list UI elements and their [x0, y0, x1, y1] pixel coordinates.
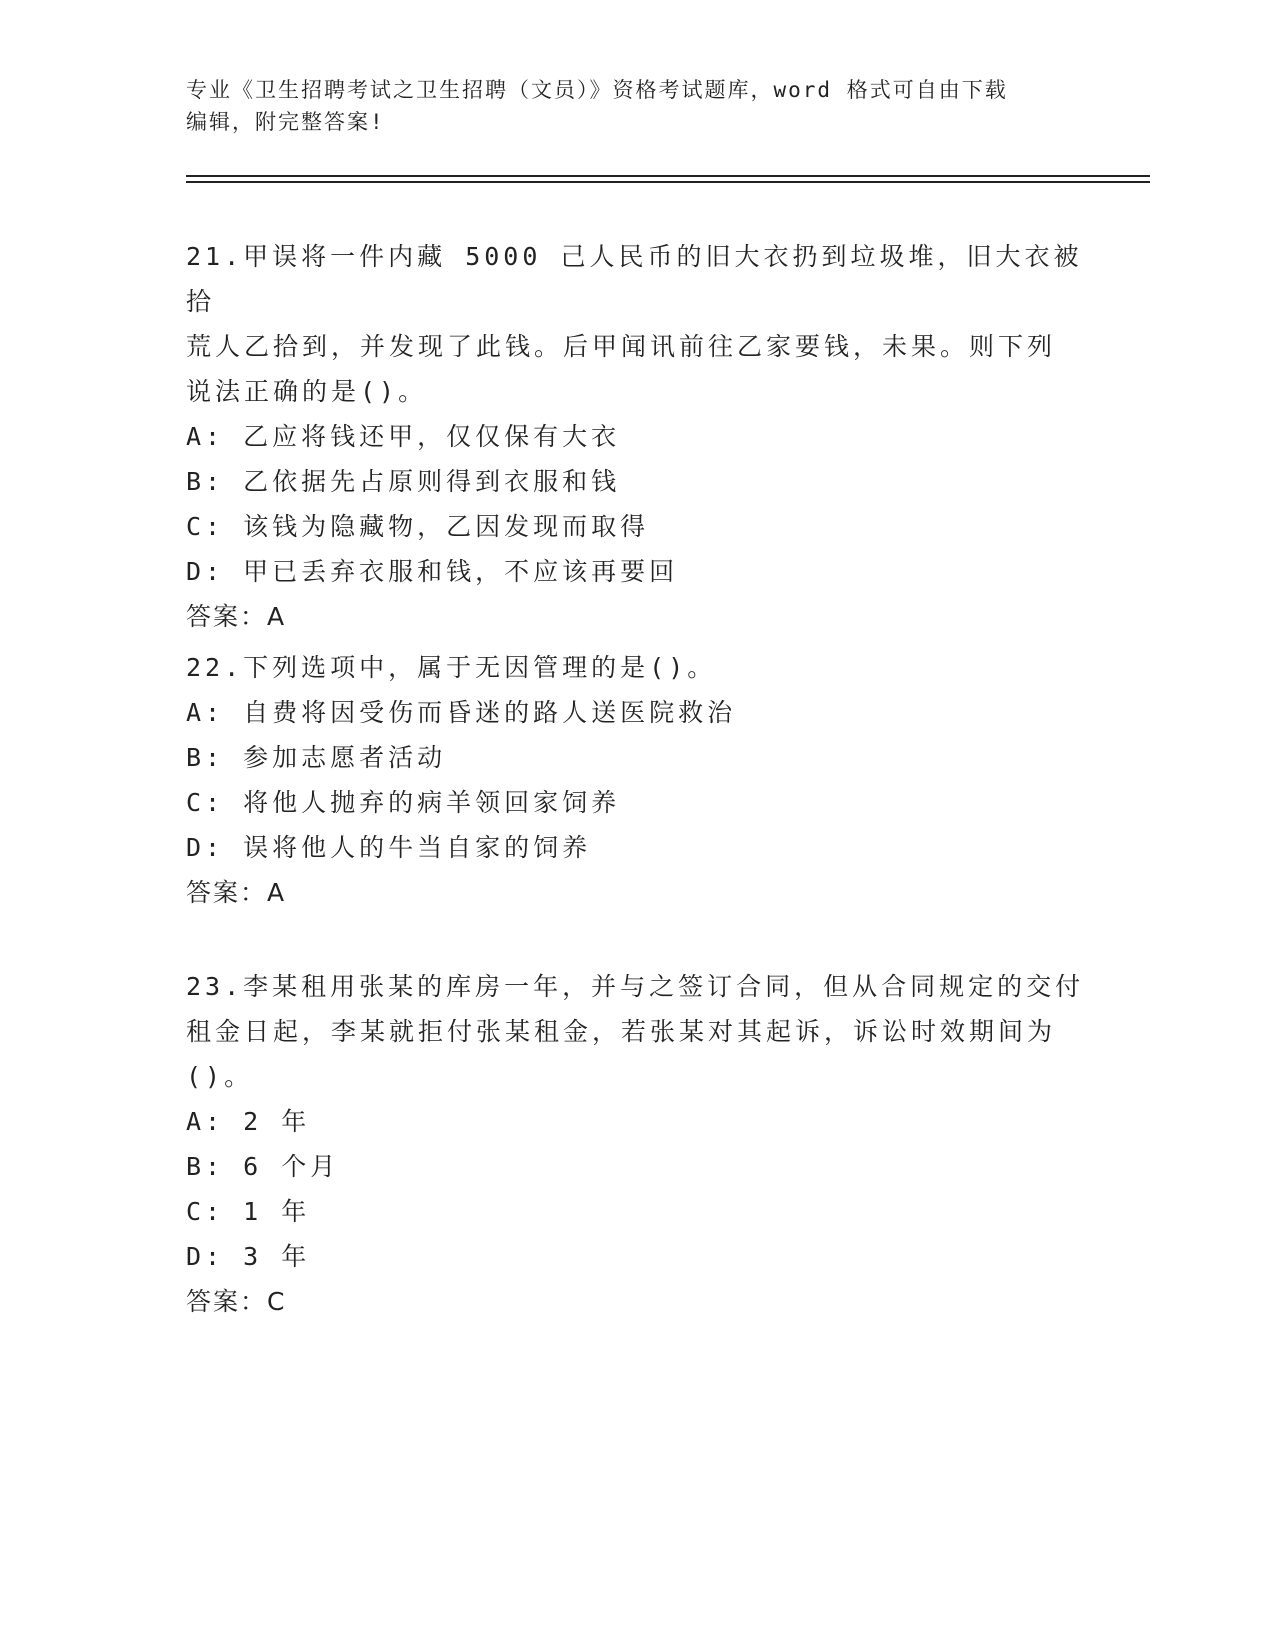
answer-line: 答案：A — [186, 878, 287, 907]
question-stem-line: 租金日起，李某就拒付张某租金，若张某对其起诉，诉讼时效期间为 — [186, 1017, 1057, 1046]
option-d: D: 3 年 — [186, 1242, 311, 1271]
header-divider-bottom — [186, 181, 1150, 183]
header-line-1: 专业《卫生招聘考试之卫生招聘（文员）》资格考试题库，word 格式可自由下载 — [186, 78, 1008, 102]
option-a: A: 2 年 — [186, 1107, 311, 1136]
option-b: B: 参加志愿者活动 — [186, 743, 447, 772]
question-stem-line: 说法正确的是()。 — [186, 377, 428, 406]
question-23 — [186, 964, 1086, 1324]
option-d: D: 误将他人的牛当自家的饲养 — [186, 833, 592, 862]
answer-line: 答案：A — [186, 602, 287, 631]
question-stem-line: 22.下列选项中，属于无因管理的是()。 — [186, 653, 717, 682]
question-stem-line: 23.李某租用张某的库房一年，并与之签订合同，但从合同规定的交付 — [186, 972, 1085, 1001]
option-c: C: 该钱为隐藏物，乙因发现而取得 — [186, 512, 650, 541]
question-stem-line: 21.甲误将一件内藏 5000 己人民币的旧大衣扔到垃圾堆，旧大衣被拾 — [186, 242, 1083, 316]
option-c: C: 将他人抛弃的病羊领回家饲养 — [186, 788, 621, 817]
option-c: C: 1 年 — [186, 1197, 311, 1226]
option-a: A: 乙应将钱还甲，仅仅保有大衣 — [186, 422, 621, 451]
option-b: B: 乙依据先占原则得到衣服和钱 — [186, 467, 621, 496]
option-a: A: 自费将因受伤而昏迷的路人送医院救治 — [186, 698, 737, 727]
question-stem-line: ()。 — [186, 1062, 254, 1091]
answer-line: 答案：C — [186, 1287, 287, 1316]
document-header — [186, 74, 1086, 138]
header-line-2: 编辑，附完整答案! — [186, 110, 385, 134]
option-b: B: 6 个月 — [186, 1152, 340, 1181]
question-stem-line: 荒人乙拾到，并发现了此钱。后甲闻讯前往乙家要钱，未果。则下列 — [186, 332, 1057, 361]
question-21 — [186, 234, 1086, 639]
header-divider-top — [186, 175, 1150, 177]
question-22 — [186, 645, 1086, 915]
option-d: D: 甲已丢弃衣服和钱，不应该再要回 — [186, 557, 679, 586]
